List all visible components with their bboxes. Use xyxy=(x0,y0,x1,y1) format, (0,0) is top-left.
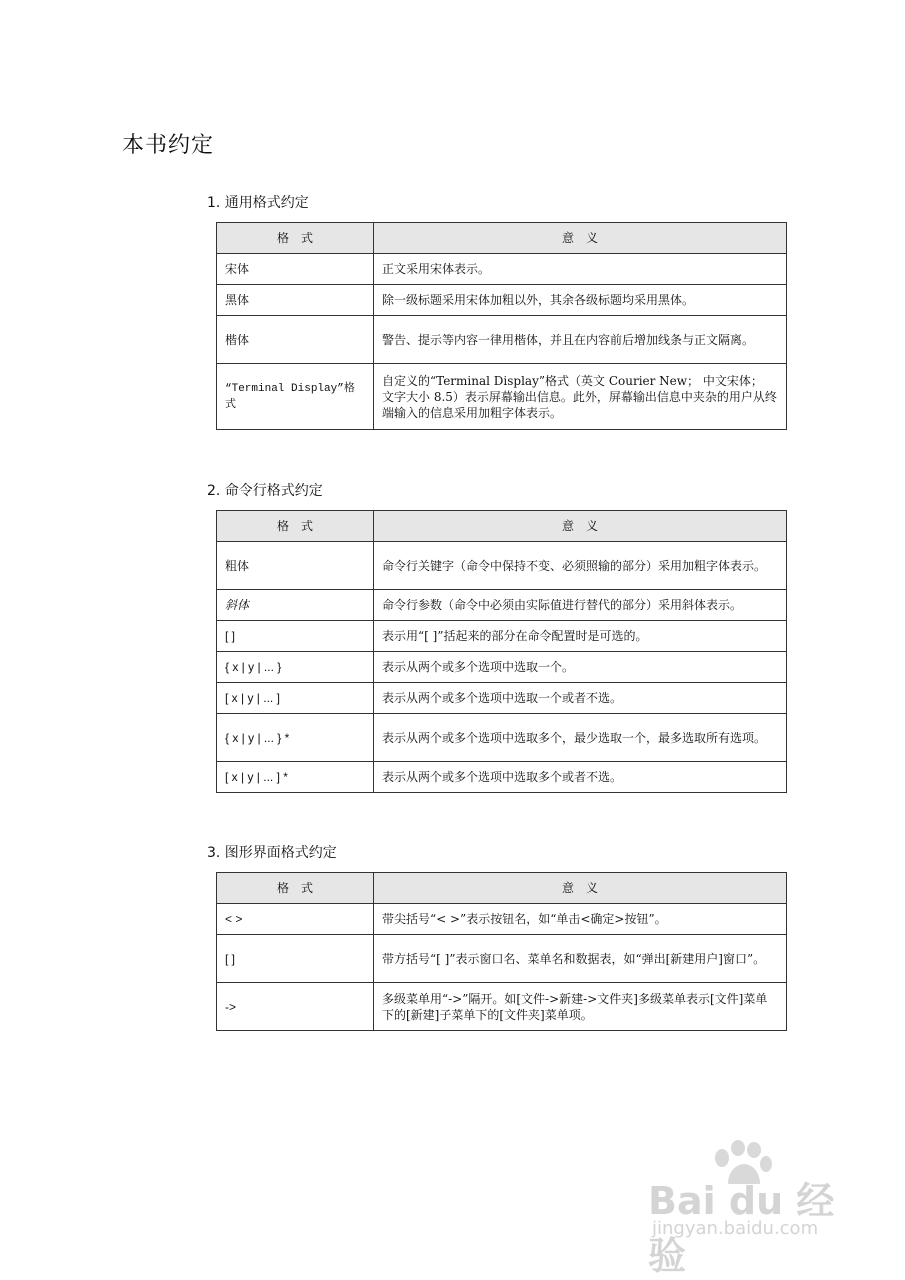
general-format-table xyxy=(216,222,787,430)
table-row xyxy=(217,652,787,683)
section-heading-general: 1. 通用格式约定 xyxy=(207,195,309,211)
format-cell: -> xyxy=(217,983,374,1031)
page-title: 本书约定 xyxy=(122,133,215,158)
meaning-cell: 命令行参数（命令中必须由实际值进行替代的部分）采用斜体表示。 xyxy=(374,590,787,621)
table-row xyxy=(217,542,787,590)
table-header-row xyxy=(217,511,787,542)
watermark-brand: Bai du 经验 xyxy=(648,1179,835,1278)
section-heading-gui: 3. 图形界面格式约定 xyxy=(207,845,337,861)
meaning-cell: 正文采用宋体表示。 xyxy=(374,254,787,285)
format-cell: [ ] xyxy=(217,935,374,983)
table-row xyxy=(217,683,787,714)
meaning-cell: 带方括号“[ ]”表示窗口名、菜单名和数据表，如“弹出[新建用户]窗口”。 xyxy=(374,935,787,983)
table-row xyxy=(217,316,787,364)
meaning-cell: 带尖括号“< >”表示按钮名，如“单击<确定>按钮”。 xyxy=(374,904,787,935)
table-row xyxy=(217,285,787,316)
header-meaning: 意 义 xyxy=(374,873,787,904)
table-row xyxy=(217,254,787,285)
format-cell: { x | y | ... } xyxy=(217,652,374,683)
format-cell: [ x | y | ... ] * xyxy=(217,762,374,793)
meaning-cell: 表示从两个或多个选项中选取一个或者不选。 xyxy=(374,683,787,714)
format-cell: { x | y | ... } * xyxy=(217,714,374,762)
format-cell: [ ] xyxy=(217,621,374,652)
meaning-cell: 表示从两个或多个选项中选取一个。 xyxy=(374,652,787,683)
baidu-jingyan-watermark xyxy=(640,1140,860,1278)
meaning-cell: 多级菜单用“->”隔开。如[文件->新建->文件夹]多级菜单表示[文件]菜单下的[新建]子菜单下的[文件夹]菜单项。 xyxy=(374,983,787,1031)
table-header-row xyxy=(217,873,787,904)
header-format: 格 式 xyxy=(217,223,374,254)
table-header-row xyxy=(217,223,787,254)
format-cell: 斜体 xyxy=(217,590,374,621)
format-cell: 楷体 xyxy=(217,316,374,364)
format-cell: < > xyxy=(217,904,374,935)
table-row xyxy=(217,983,787,1031)
header-meaning: 意 义 xyxy=(374,223,787,254)
meaning-cell: 命令行关键字（命令中保持不变、必须照输的部分）采用加粗字体表示。 xyxy=(374,542,787,590)
command-line-format-table xyxy=(216,510,787,793)
table-row xyxy=(217,935,787,983)
table-row xyxy=(217,590,787,621)
format-cell: “Terminal Display”格式 xyxy=(217,364,374,430)
gui-format-table xyxy=(216,872,787,1031)
meaning-cell: 警告、提示等内容一律用楷体，并且在内容前后增加线条与正文隔离。 xyxy=(374,316,787,364)
table-row xyxy=(217,364,787,430)
meaning-cell: 表示从两个或多个选项中选取多个，最少选取一个，最多选取所有选项。 xyxy=(374,714,787,762)
format-cell: [ x | y | ... ] xyxy=(217,683,374,714)
table-row xyxy=(217,904,787,935)
format-cell: 粗体 xyxy=(217,542,374,590)
header-meaning: 意 义 xyxy=(374,511,787,542)
table-row xyxy=(217,762,787,793)
meaning-cell: 自定义的“Terminal Display”格式（英文 Courier New； 中文宋体； 文字大小 8.5）表示屏幕输出信息。此外，屏幕输出信息中夹杂的用户从终端输入的信息采用加粗字体表示。 xyxy=(374,364,787,430)
section-heading-command-line: 2. 命令行格式约定 xyxy=(207,483,323,499)
format-cell: 黑体 xyxy=(217,285,374,316)
header-format: 格 式 xyxy=(217,511,374,542)
table-row xyxy=(217,714,787,762)
watermark-url: jingyan.baidu.com xyxy=(652,1218,819,1239)
format-cell: 宋体 xyxy=(217,254,374,285)
table-row xyxy=(217,621,787,652)
header-format: 格 式 xyxy=(217,873,374,904)
meaning-cell: 除一级标题采用宋体加粗以外，其余各级标题均采用黑体。 xyxy=(374,285,787,316)
meaning-cell: 表示从两个或多个选项中选取多个或者不选。 xyxy=(374,762,787,793)
meaning-cell: 表示用“[ ]”括起来的部分在命令配置时是可选的。 xyxy=(374,621,787,652)
